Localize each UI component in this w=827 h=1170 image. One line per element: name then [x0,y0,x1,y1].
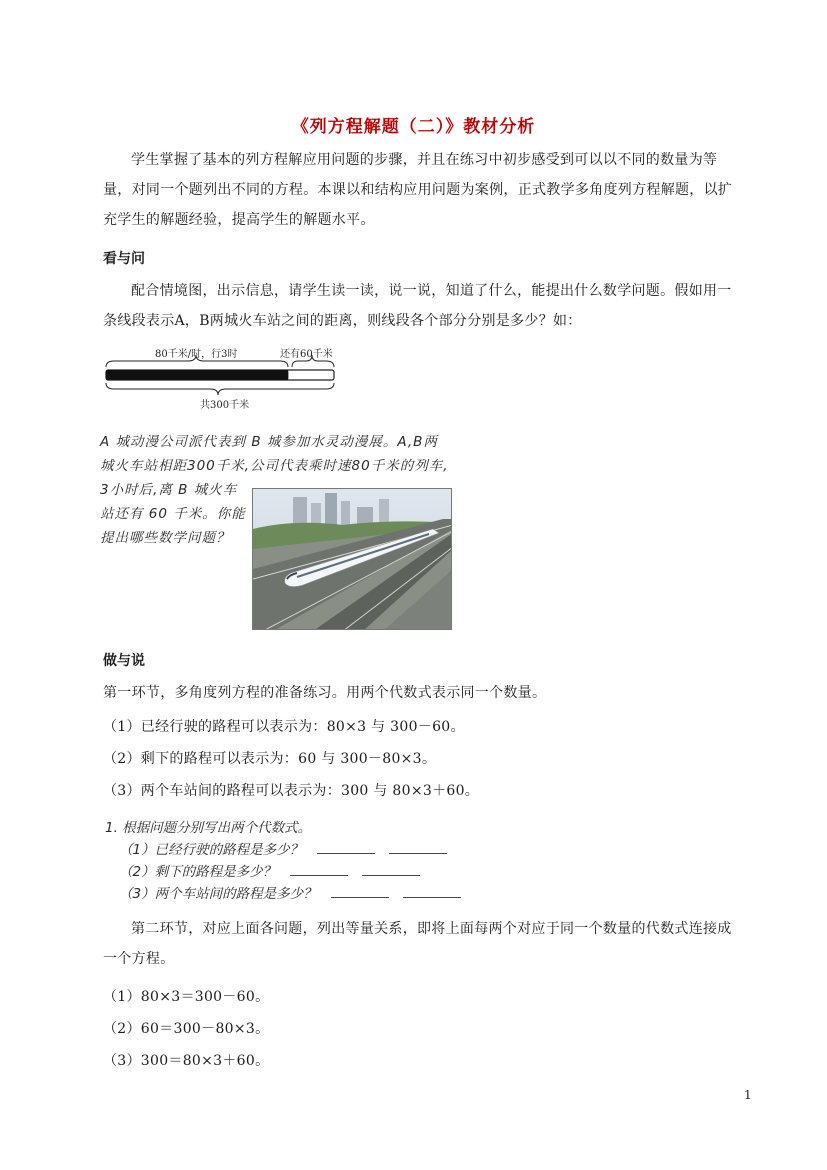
exercise-item-label: （2）剩下的路程是多少？ [119,864,277,880]
equation-2: （2）60＝300－80×3。 [103,1021,270,1037]
exercise-item-label: （3）两个车站间的路程是多少？ [119,886,317,902]
page-number: 1 [744,1088,752,1102]
section-heading-look-ask: 看与问 [103,251,145,267]
diagram-label-traveled: 80千米/时，行3时 [155,349,238,360]
diagram-label-total: 共300千米 [200,400,250,411]
exercise-item-2 [119,860,420,880]
answer-blank [290,864,348,876]
look-ask-paragraph: 配合情境图，出示信息，请学生读一读，说一说，知道了什么，能提出什么数学问题。假如用一条线段表示A，B两城火车站之间的距离，则线段各个部分分别是多少？如： [103,283,732,329]
answer-blank [362,864,420,876]
story-line-1: A 城动漫公司派代表到 B 城参加水灵动漫展。A,B两 [100,434,438,450]
exercise-block [105,814,465,904]
section-heading-do-say: 做与说 [103,653,145,669]
exercise-item-3 [119,882,461,902]
story-line-5: 提出哪些数学问题？ [100,530,231,546]
step2-paragraph: 第二环节，对应上面各问题，列出等量关系，即将上面每两个对应于同一个数量的代数式连接成一个方程。 [103,921,732,967]
exercise-question: 1. 根据问题分别写出两个代数式。 [105,820,312,836]
step1-text: 第一环节，多角度列方程的准备练习。用两个代数式表示同一个数量。 [103,685,547,701]
answer-blank [389,842,447,854]
train-photo [252,488,452,630]
prep-item-2: （2）剩下的路程可以表示为：60 与 300－80×3。 [103,751,437,767]
exercise-item-1 [119,838,447,858]
prep-item-1: （1）已经行驶的路程可以表示为：80×3 与 300－60。 [103,719,465,735]
story-line-3: 3小时后,离 B 城火车 [100,482,238,498]
page-title: 《列方程解题（二）》教材分析 [291,117,536,137]
exercise-item-label: （1）已经行驶的路程是多少？ [119,842,304,858]
answer-blank [403,886,461,898]
traveled-segment [106,370,288,380]
prep-item-3: （3）两个车站间的路程可以表示为：300 与 80×3＋60。 [103,783,480,799]
equation-1: （1）80×3＝300－60。 [103,989,270,1005]
diagram-label-remaining: 还有60千米 [280,349,333,360]
segment-diagram [100,345,345,415]
answer-blank [331,886,389,898]
equation-3: （3）300＝80×3＋60。 [103,1053,270,1069]
textbook-illustration [100,428,470,633]
intro-paragraph: 学生掌握了基本的列方程解应用问题的步骤，并且在练习中初步感受到可以以不同的数量为等量，对同一个题列出不同的方程。本课以和结构应用问题为案例，正式教学多角度列方程解题，以扩充学生的解题经验，提高学生的解题水平。 [103,152,733,228]
answer-blank [317,842,375,854]
story-line-2: 城火车站相距300千米,公司代表乘时速80千米的列车, [100,458,449,474]
story-line-4: 站还有 60 千米。你能 [100,506,246,522]
